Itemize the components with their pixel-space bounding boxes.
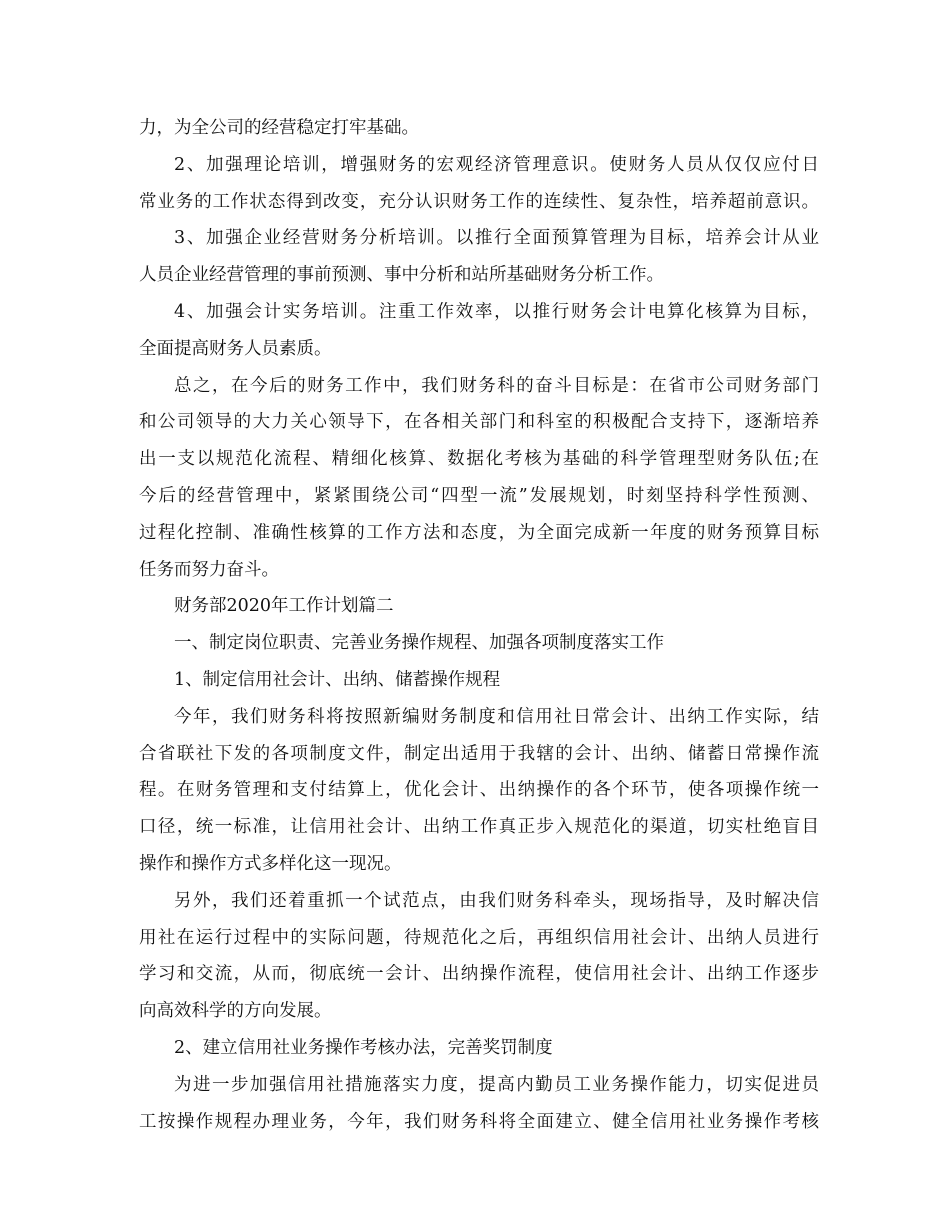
text-line: 今年，我们财务科将按照新编财务制度和信用社日常会计、出纳工作实际，结 (174, 706, 819, 727)
text-line: 过程化控制、准确性核算的工作方法和态度，为全面完成新一年度的财务预算目标 (139, 522, 819, 543)
text-line: 操作和操作方式多样化这一现况。 (139, 853, 402, 874)
text-line: 向高效科学的方向发展。 (139, 1001, 332, 1022)
text-line: 出一支以规范化流程、精细化核算、数据化考核为基础的科学管理型财务队伍;在 (139, 449, 819, 470)
text-line: 为进一步加强信用社措施落实力度，提高内勤员工业务操作能力，切实促进员 (174, 1074, 819, 1095)
text-line: 4、加强会计实务培训。注重工作效率，以推行财务会计电算化核算为目标， (174, 301, 819, 322)
text-line: 全面提高财务人员素质。 (139, 338, 332, 359)
text-line: 程。在财务管理和支付结算上，优化会计、出纳操作的各个环节，使各项操作统一 (139, 780, 819, 801)
subsection-heading: 2、建立信用社业务操作考核办法，完善奖罚制度 (174, 1037, 553, 1058)
text-line: 学习和交流，从而，彻底统一会计、出纳操作流程，使信用社会计、出纳工作逐步 (139, 964, 819, 985)
text-line: 用社在运行过程中的实际问题，待规范化之后，再组织信用社会计、出纳人员进行 (139, 927, 819, 948)
text-line: 今后的经营管理中，紧紧围绕公司“四型一流”发展规划，时刻坚持科学性预测、 (139, 485, 819, 506)
text-line: 口径，统一标准，让信用社会计、出纳工作真正步入规范化的渠道，切实杜绝盲目 (139, 817, 819, 838)
document-body (139, 110, 819, 1140)
text-line: 力，为全公司的经营稳定打牢基础。 (139, 118, 419, 138)
section-heading: 财务部2020年工作计划篇二 (174, 596, 394, 617)
text-line: 合省联社下发的各项制度文件，制定出适用于我辖的会计、出纳、储蓄日常操作流 (139, 743, 819, 764)
subsection-heading: 1、制定信用社会计、出纳、储蓄操作规程 (174, 669, 501, 690)
text-line: 2、加强理论培训，增强财务的宏观经济管理意识。使财务人员从仅仅应付日 (174, 154, 819, 175)
text-line: 另外，我们还着重抓一个试范点，由我们财务科牵头，现场指导，及时解决信 (174, 890, 819, 911)
text-line: 人员企业经营管理的事前预测、事中分析和站所基础财务分析工作。 (139, 265, 664, 286)
text-line: 总之，在今后的财务工作中，我们财务科的奋斗目标是：在省市公司财务部门 (174, 375, 819, 396)
text-line: 任务而努力奋斗。 (139, 559, 279, 580)
text-line: 工按操作规程办理业务，今年，我们财务科将全面建立、健全信用社业务操作考核 (139, 1111, 819, 1132)
text-line: 3、加强企业经营财务分析培训。以推行全面预算管理为目标，培养会计从业 (174, 228, 819, 249)
subsection-heading: 一、制定岗位职责、完善业务操作规程、加强各项制度落实工作 (174, 633, 664, 654)
text-line: 常业务的工作状态得到改变，充分认识财务工作的连续性、复杂性，培养超前意识。 (139, 191, 819, 212)
text-line: 和公司领导的大力关心领导下，在各相关部门和科室的积极配合支持下，逐渐培养 (139, 412, 819, 433)
